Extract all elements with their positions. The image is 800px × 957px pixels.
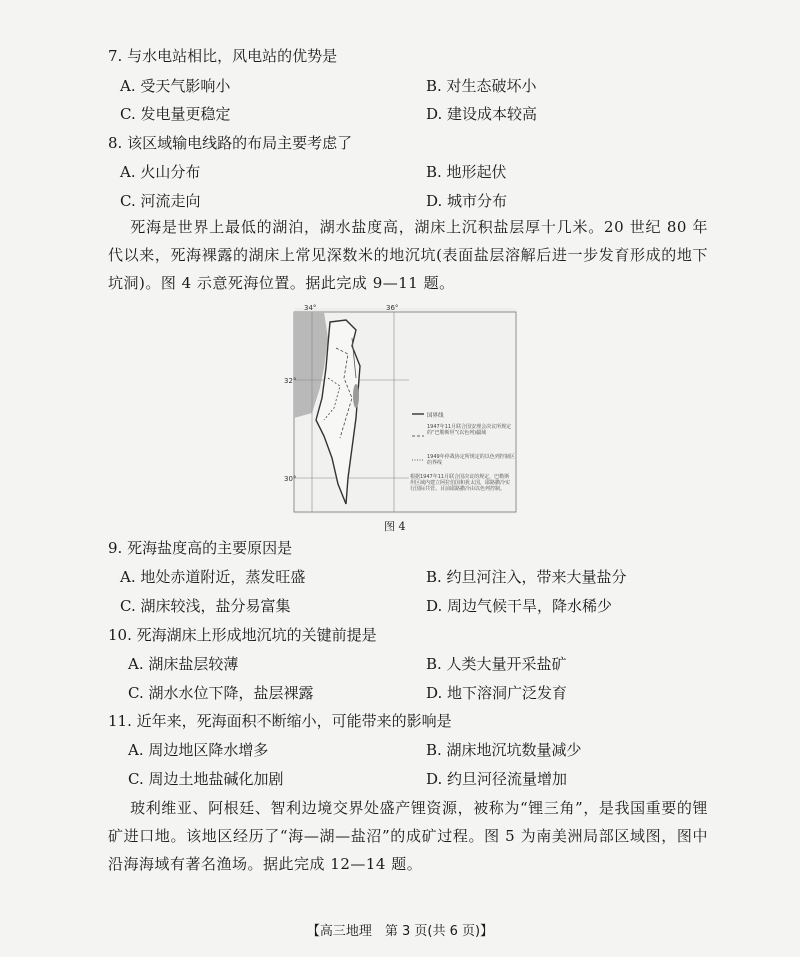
question-7-option-c: C. 发电量更稳定 — [120, 105, 231, 123]
question-11-option-d: D. 约旦河径流量增加 — [426, 770, 568, 788]
question-8-stem: 8. 该区域输电线路的布局主要考虑了 — [108, 134, 353, 152]
question-8-option-d: D. 城市分布 — [426, 192, 508, 210]
passage-lithium-triangle — [108, 794, 708, 878]
latitude-32-label: 32° — [284, 377, 297, 385]
question-11-option-c: C. 周边土地盐碱化加剧 — [128, 770, 284, 788]
legend-partition-label: 1947年11月联合国安理会决议所规定的“巴勒斯坦”(以色列)疆域 — [427, 424, 512, 436]
question-10-option-d: D. 地下溶洞广泛发育 — [426, 684, 568, 702]
legend-note: 根据1947年11月联合国决议的规定，巴勒斯坦区域内建立阿拉伯国和犹太国，耶路撒冷实行国际共管。目前耶路撒冷由以色列控制。 — [410, 474, 511, 492]
passage-dead-sea — [108, 213, 708, 297]
longitude-36-label: 36° — [386, 304, 399, 312]
question-9-option-a: A. 地处赤道附近，蒸发旺盛 — [120, 568, 306, 586]
legend-border-label: 国界线 — [427, 413, 444, 419]
passage-dead-sea-text: 死海是世界上最低的湖泊，湖水盐度高，湖床上沉积盐层厚十几米。20 世纪 80 年代以来，死海裸露的湖床上常见深数米的地沉坑(表面盐层溶解后进一步发育形成的地下坑洞)。图 4 示意死海位置。据此完成 9—11 题。 — [108, 218, 708, 292]
figure-4-caption: 图 4 — [384, 520, 406, 533]
question-10-option-a: A. 湖床盐层较薄 — [128, 655, 239, 673]
question-11-option-a: A. 周边地区降水增多 — [128, 741, 269, 759]
question-11-option-b: B. 湖床地沉坑数量减少 — [426, 741, 582, 759]
question-7-option-b: B. 对生态破坏小 — [426, 77, 537, 95]
question-10-option-b: B. 人类大量开采盐矿 — [426, 655, 567, 673]
page-footer: 【高三地理 第 3 页(共 6 页)】 — [306, 924, 494, 939]
question-8-option-a: A. 火山分布 — [120, 163, 201, 181]
question-9-stem: 9. 死海盐度高的主要原因是 — [108, 539, 293, 557]
figure-4-map — [284, 304, 516, 514]
question-9-option-d: D. 周边气候干旱，降水稀少 — [426, 597, 613, 615]
legend-armistice-label: 1949年停战协定所规定的以色列控制区的界线 — [427, 454, 515, 466]
question-8-option-c: C. 河流走向 — [120, 192, 201, 210]
question-9-option-c: C. 湖床较浅，盐分易富集 — [120, 597, 291, 615]
question-7-option-d: D. 建设成本较高 — [426, 105, 538, 123]
question-7-stem: 7. 与水电站相比，风电站的优势是 — [108, 47, 338, 65]
question-10-option-c: C. 湖水水位下降，盐层裸露 — [128, 684, 314, 702]
question-9-option-b: B. 约旦河注入，带来大量盐分 — [426, 568, 627, 586]
question-7-option-a: A. 受天气影响小 — [120, 77, 231, 95]
question-8-option-b: B. 地形起伏 — [426, 163, 507, 181]
dead-sea-map-svg — [284, 304, 516, 514]
latitude-30-label: 30° — [284, 475, 297, 483]
question-11-stem: 11. 近年来，死海面积不断缩小，可能带来的影响是 — [108, 712, 452, 730]
question-10-stem: 10. 死海湖床上形成地沉坑的关键前提是 — [108, 626, 377, 644]
passage-lithium-triangle-text: 玻利维亚、阿根廷、智利边境交界处盛产锂资源，被称为“锂三角”，是我国重要的锂矿进口地。该地区经历了“海—湖—盐沼”的成矿过程。图 5 为南美洲局部区域图，图中沿海海域有著名渔场。据此完成 12—14 题。 — [108, 799, 708, 873]
longitude-34-label: 34° — [304, 304, 317, 312]
